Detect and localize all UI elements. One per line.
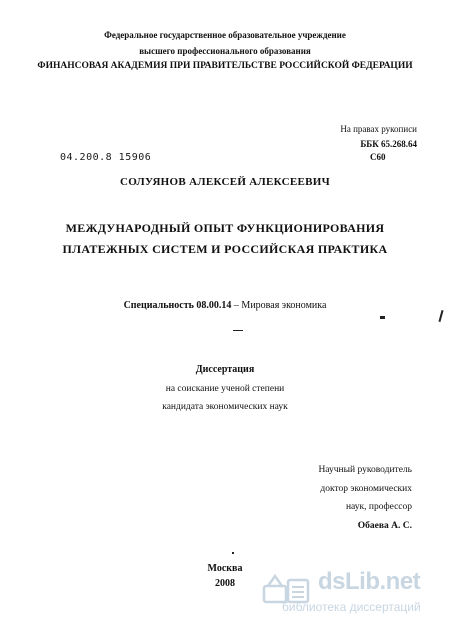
watermark-brand: dsLib.net (318, 568, 421, 595)
registration-stamp: 04.200.8 15906 (60, 152, 152, 163)
org-line-1: Федеральное государственное образовательное учреждение (104, 30, 346, 40)
supervisor-role: Научный руководитель (318, 465, 412, 475)
dissertation-type: Диссертация (195, 364, 255, 375)
watermark (262, 566, 447, 618)
bbk-code: ББК 65.268.64 (360, 139, 417, 149)
year: 2008 (215, 578, 235, 589)
degree-line-2: кандидата экономических наук (162, 402, 288, 412)
city: Москва (207, 563, 243, 574)
supervisor-degree: доктор экономических (320, 484, 412, 494)
org-line-3: ФИНАНСОВАЯ АКАДЕМИЯ ПРИ ПРАВИТЕЛЬСТВЕ РОССИЙСКОЙ ФЕДЕРАЦИИ (37, 61, 413, 71)
supervisor-degree-2: наук, профессор (345, 502, 412, 512)
specialty-value: – Мировая экономика (231, 300, 327, 311)
author-name: СОЛУЯНОВ АЛЕКСЕЙ АЛЕКСЕЕВИЧ (119, 176, 331, 188)
watermark-tagline: библиотека диссертаций (282, 600, 421, 614)
scan-mark (380, 316, 385, 319)
degree-line-1: на соискание ученой степени (165, 384, 285, 394)
specialty (0, 300, 450, 311)
title-line-1: МЕЖДУНАРОДНЫЙ ОПЫТ ФУНКЦИОНИРОВАНИЯ (65, 221, 385, 235)
scan-mark (232, 552, 234, 554)
classification-code: С60 (370, 152, 386, 162)
title-line-2: ПЛАТЕЖНЫХ СИСТЕМ И РОССИЙСКАЯ ПРАКТИКА (62, 242, 388, 256)
supervisor-name: Обаева А. С. (357, 521, 412, 531)
scan-mark (438, 310, 443, 322)
scan-mark (233, 330, 243, 331)
rights-notice: На правах рукописи (340, 124, 417, 134)
org-line-2: высшего профессионального образования (139, 46, 311, 56)
specialty-label: Специальность 08.00.14 (123, 300, 232, 311)
